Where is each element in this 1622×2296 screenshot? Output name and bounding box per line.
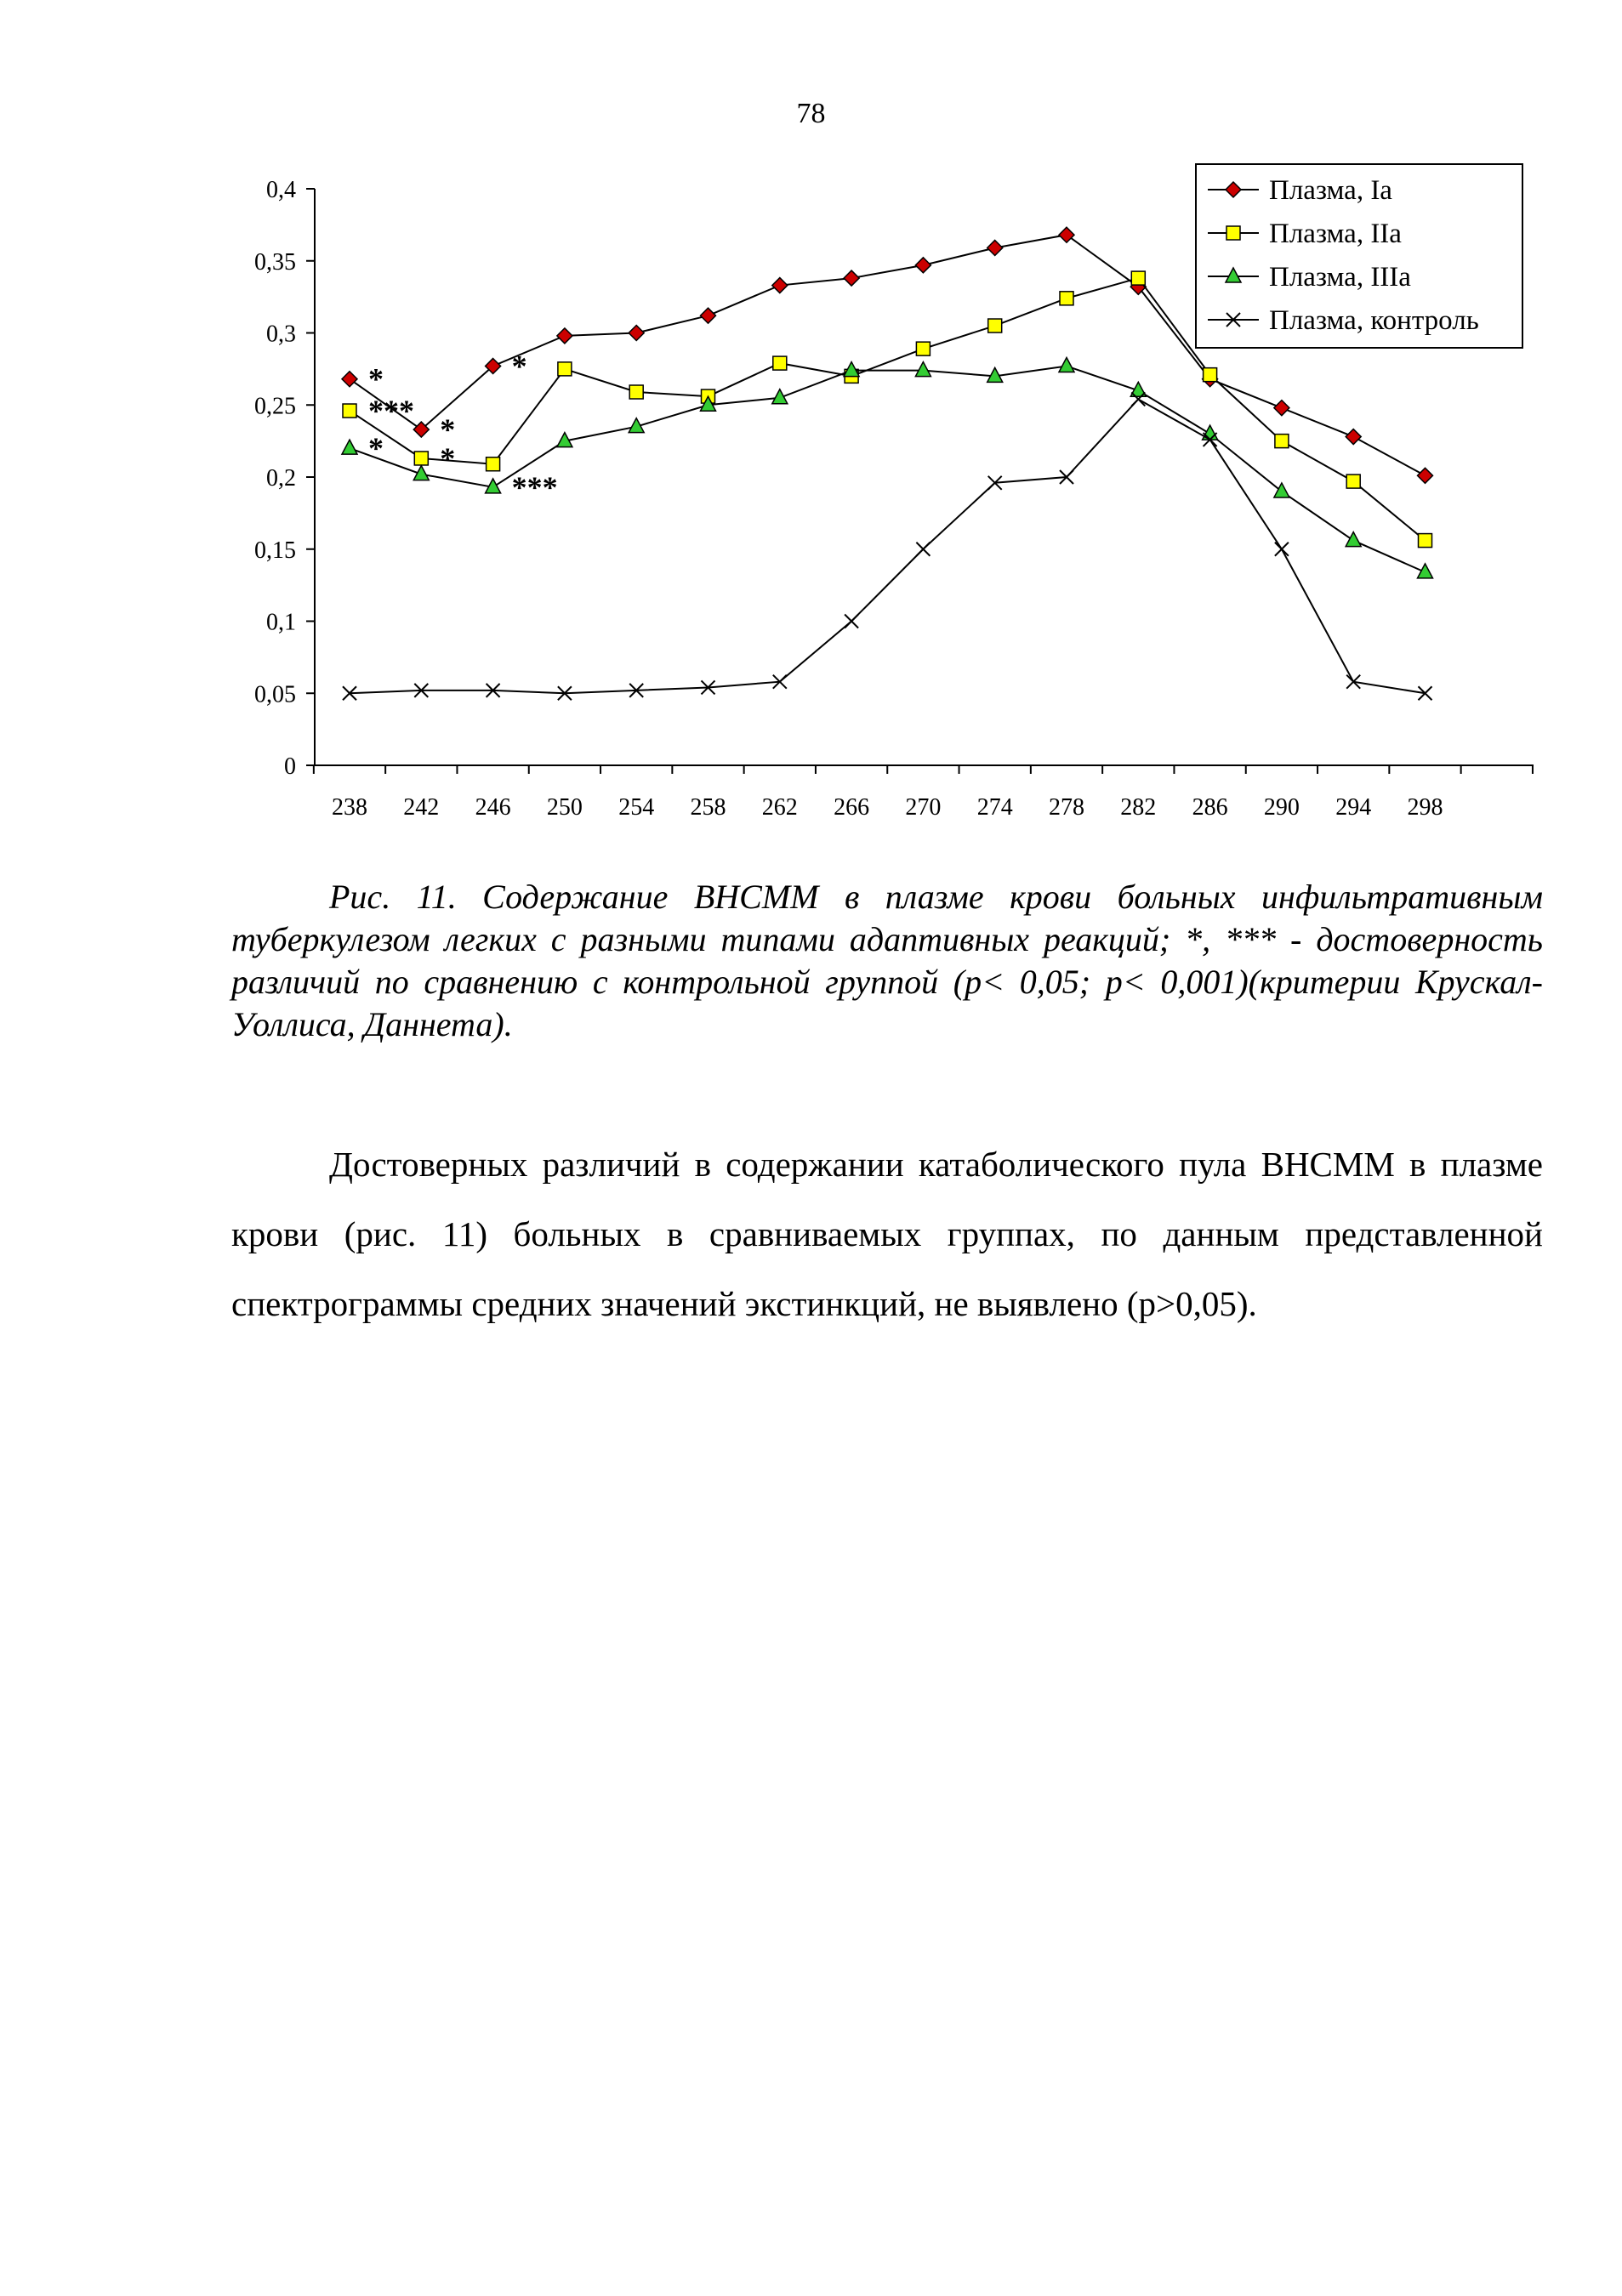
y-tick-label: 0,1: [266, 609, 296, 636]
data-point: [1346, 475, 1360, 488]
data-point: [701, 308, 716, 323]
page-number: 78: [796, 98, 826, 129]
figure-caption: Рис. 11. Содержание ВНСММ в плазме крови больных инфильтративным туберкулезом легких с разными типами адаптивных реакций; *, *** - достоверность различий по сравнению с контрольной группой (p< 0,05; p< 0,001)(критерии Крускал-Уоллиса, Даннета).: [231, 878, 1543, 1043]
x-tick-label: 250: [546, 794, 583, 821]
data-point: [845, 615, 858, 628]
y-tick-label: 0,35: [254, 248, 296, 276]
data-point: [414, 452, 428, 465]
significance-marker: *: [511, 349, 527, 384]
significance-marker: ***: [368, 394, 414, 429]
x-tick-label: 286: [1192, 794, 1228, 821]
legend-label: Плазма, IIa: [1269, 219, 1402, 249]
data-point: [915, 362, 931, 377]
data-point: [915, 258, 931, 273]
x-tick-label: 266: [834, 794, 870, 821]
x-tick-label: 290: [1263, 794, 1300, 821]
y-tick-label: 0: [284, 753, 296, 780]
y-tick-label: 0,15: [254, 537, 296, 564]
body-paragraph: Достоверных различий в содержании катаболического пула ВНСММ в плазме крови (рис. 11) больных в сравниваемых группах, по данным представленной спектрограммы средних значений экстинкций, не выявлено (p>0,05).: [231, 1145, 1543, 1323]
x-tick-label: 298: [1407, 794, 1443, 821]
data-point: [844, 270, 859, 286]
data-point: [629, 326, 644, 341]
series-triangle: [342, 357, 1433, 577]
y-tick-label: 0,2: [266, 465, 296, 492]
chart-legend: [1196, 164, 1522, 348]
data-point: [773, 356, 787, 370]
data-point: [1274, 401, 1289, 416]
data-point: [1226, 226, 1240, 240]
data-point: [1275, 543, 1289, 556]
data-point: [343, 404, 356, 418]
legend-label: Плазма, Ia: [1269, 175, 1392, 206]
data-point: [342, 372, 357, 387]
data-point: [342, 440, 357, 454]
significance-marker: *: [368, 431, 384, 466]
series-line: [350, 399, 1426, 693]
significance-marker: *: [368, 361, 384, 396]
data-point: [1204, 368, 1217, 382]
x-tick-label: 258: [690, 794, 726, 821]
data-point: [487, 457, 500, 471]
x-tick-label: 294: [1335, 794, 1372, 821]
legend-label: Плазма, IIIa: [1269, 262, 1411, 293]
line-chart: [0, 0, 1622, 850]
legend-label: Плазма, контроль: [1269, 305, 1479, 336]
data-point: [1418, 564, 1433, 578]
data-point: [987, 240, 1003, 255]
series-line: [350, 366, 1426, 571]
data-point: [1131, 271, 1145, 285]
data-point: [1059, 227, 1074, 242]
x-tick-label: 282: [1120, 794, 1157, 821]
x-tick-label: 238: [332, 794, 367, 821]
x-tick-label: 262: [761, 794, 798, 821]
series-x: [343, 392, 1432, 700]
data-point: [1346, 532, 1361, 547]
data-point: [1419, 534, 1432, 548]
data-point: [772, 278, 788, 293]
significance-marker: ***: [511, 469, 558, 504]
y-tick-label: 0,05: [254, 681, 296, 708]
x-tick-label: 246: [475, 794, 511, 821]
y-tick-label: 0,3: [266, 321, 296, 348]
y-tick-label: 0,25: [254, 393, 296, 420]
data-point: [916, 342, 930, 355]
data-point: [558, 362, 572, 376]
significance-marker: *: [440, 440, 456, 475]
data-point: [557, 328, 572, 344]
x-tick-label: 242: [403, 794, 440, 821]
x-tick-label: 278: [1049, 794, 1084, 821]
x-tick-label: 270: [905, 794, 942, 821]
data-point: [916, 543, 930, 556]
data-point: [1346, 429, 1361, 445]
data-point: [988, 319, 1002, 332]
y-tick-label: 0,4: [266, 177, 296, 203]
data-point: [629, 385, 643, 399]
data-point: [1274, 483, 1289, 497]
data-point: [1059, 357, 1074, 372]
data-point: [1060, 292, 1073, 305]
data-point: [1203, 425, 1218, 440]
data-point: [1418, 468, 1433, 483]
significance-marker: *: [440, 412, 456, 447]
x-tick-label: 274: [976, 794, 1013, 821]
x-tick-label: 254: [618, 794, 655, 821]
data-point: [1275, 435, 1289, 448]
